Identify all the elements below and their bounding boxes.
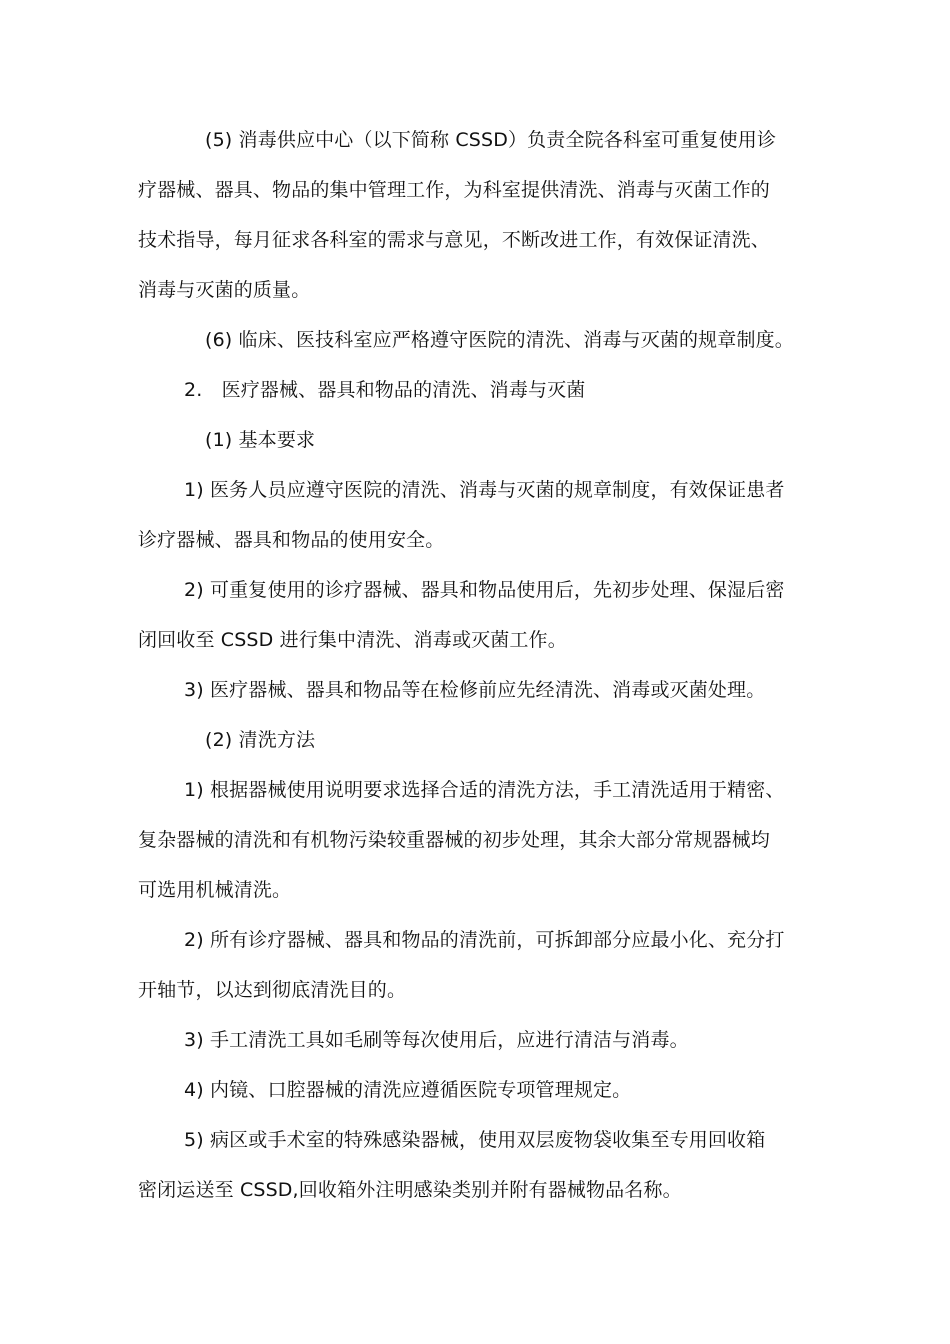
method-1-line-1: 1) 根据器械使用说明要求选择合适的清洗方法，手工清洗适用于精密、 [184, 779, 785, 801]
method-5-line-1: 5) 病区或手术室的特殊感染器械，使用双层废物袋收集至专用回收箱 [184, 1129, 766, 1151]
method-2-line-1: 2) 所有诊疗器械、器具和物品的清洗前，可拆卸部分应最小化、充分打 [184, 929, 785, 951]
method-2-line-2: 开轴节，以达到彻底清洗目的。 [138, 979, 407, 1001]
method-4-line-1: 4) 内镜、口腔器械的清洗应遵循医院专项管理规定。 [184, 1079, 632, 1101]
paragraph-5-line-1: (5) 消毒供应中心（以下简称 CSSD）负责全院各科室可重复使用诊 [205, 129, 777, 151]
requirement-1-line-1: 1) 医务人员应遵守医院的清洗、消毒与灭菌的规章制度，有效保证患者 [184, 479, 785, 501]
requirement-2-line-2: 闭回收至 CSSD 进行集中清洗、消毒或灭菌工作。 [138, 629, 567, 651]
method-3-line-1: 3) 手工清洗工具如毛刷等每次使用后，应进行清洁与消毒。 [184, 1029, 689, 1051]
paragraph-5-line-4: 消毒与灭菌的质量。 [138, 279, 311, 301]
subheading-basic-requirements: (1) 基本要求 [205, 429, 316, 451]
paragraph-5-line-3: 技术指导，每月征求各科室的需求与意见，不断改进工作，有效保证清洗、 [138, 229, 770, 251]
requirement-3-line-1: 3) 医疗器械、器具和物品等在检修前应先经清洗、消毒或灭菌处理。 [184, 679, 766, 701]
paragraph-6-line-1: (6) 临床、医技科室应严格遵守医院的清洗、消毒与灭菌的规章制度。 [205, 329, 794, 351]
method-5-line-2: 密闭运送至 CSSD,回收箱外注明感染类别并附有器械物品名称。 [138, 1179, 682, 1201]
method-1-line-2: 复杂器械的清洗和有机物污染较重器械的初步处理，其余大部分常规器械均 [138, 829, 770, 851]
method-1-line-3: 可选用机械清洗。 [138, 879, 292, 901]
requirement-2-line-1: 2) 可重复使用的诊疗器械、器具和物品使用后，先初步处理、保湿后密 [184, 579, 785, 601]
section-heading-2: 2. 医疗器械、器具和物品的清洗、消毒与灭菌 [184, 379, 586, 401]
paragraph-5-line-2: 疗器械、器具、物品的集中管理工作，为科室提供清洗、消毒与灭菌工作的 [138, 179, 770, 201]
subheading-cleaning-methods: (2) 清洗方法 [205, 729, 316, 751]
requirement-1-line-2: 诊疗器械、器具和物品的使用安全。 [138, 529, 445, 551]
